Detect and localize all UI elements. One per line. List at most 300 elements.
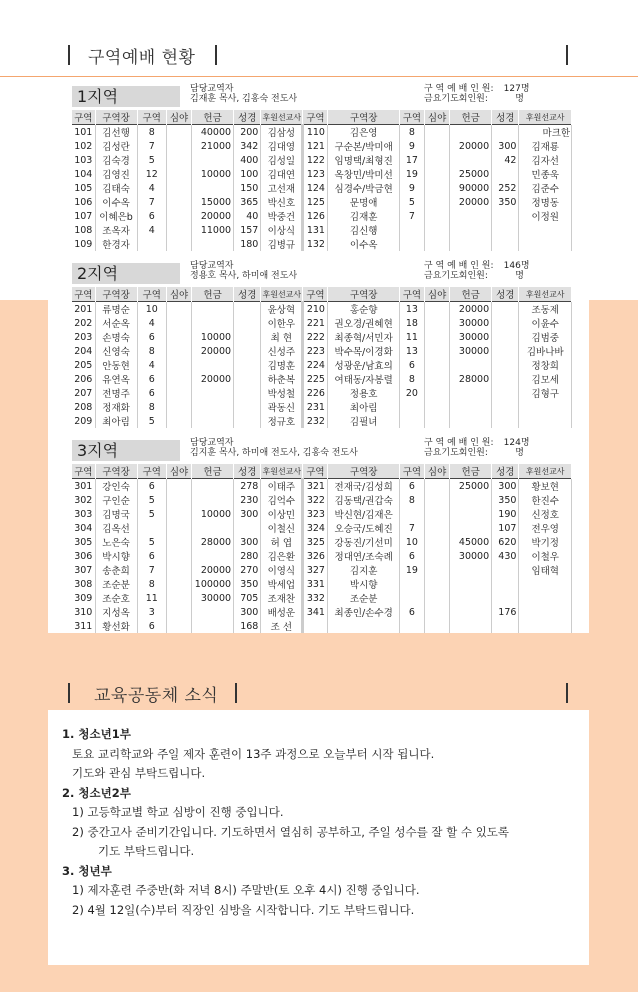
teacher-names: 김지훈 목사, 하미애 전도사, 김홍숙 전도사 [190,448,358,458]
table-cell: 7 [399,521,424,535]
table-cell: 103 [72,153,95,167]
table-cell: 8 [137,125,166,140]
table-cell: 8 [399,372,424,386]
table-cell: 30000 [192,591,234,605]
table-cell [166,223,191,237]
news-heading: 2. 청소년2부 [62,785,131,800]
table-cell: 30000 [450,344,492,358]
table-cell [519,605,572,619]
table-cell: 이윤수 [519,316,572,330]
table-cell: 270 [234,563,261,577]
table-row [72,195,572,209]
column-header: 성경 [492,110,519,125]
table-row [72,139,572,153]
column-header: 헌금 [450,287,492,302]
table-cell: 124 [303,181,328,195]
table-cell: 6 [399,358,424,372]
table-cell [166,549,191,563]
column-header: 성경 [234,287,261,302]
table-cell: 김명국 [95,507,137,521]
extra-missionary: 마크한 [542,128,570,139]
table-cell: 김옥선 [95,521,137,535]
table-cell: 203 [72,330,95,344]
region-table [72,110,572,251]
table-cell: 여태동/자봉렬 [328,372,399,386]
table-row [72,237,572,251]
table-cell [166,535,191,549]
table-cell: 6 [137,209,166,223]
table-cell: 25000 [450,167,492,181]
table-cell: 100 [234,167,261,181]
region-teacher-info [190,438,358,458]
table-cell: 321 [303,479,328,494]
table-cell: 조순호 [95,591,137,605]
table-cell: 4 [137,181,166,195]
attend-value: 127명 [503,84,530,94]
table-cell [166,209,191,223]
news-line: 토요 교리학교와 주일 제자 훈련이 13주 과정으로 오늘부터 시작 됩니다. [72,746,435,761]
table-cell: 8 [137,577,166,591]
table-cell [450,563,492,577]
table-cell: 10000 [192,167,234,181]
table-row [72,549,572,563]
region-teacher-info [190,261,297,281]
table-cell: 40 [234,209,261,223]
table-cell [192,386,234,400]
region-title: 2지역 [72,263,180,284]
table-cell: 5 [399,195,424,209]
table-cell: 박세업 [261,577,303,591]
table-cell: 126 [303,209,328,223]
column-header: 후원선교사 [261,110,303,125]
table-cell: 서순옥 [95,316,137,330]
table-cell: 최아림 [95,414,137,428]
table-row [72,414,572,428]
column-header: 성경 [492,287,519,302]
table-cell: 322 [303,493,328,507]
table-cell: 한진수 [519,493,572,507]
table-cell [492,316,519,330]
table-cell: 손명숙 [95,330,137,344]
teacher-names: 정용호 목사, 하미애 전도사 [190,271,298,281]
table-cell: 19 [399,167,424,181]
table-cell [192,302,234,317]
table-cell: 김은영 [328,125,399,140]
table-cell: 6 [399,605,424,619]
table-cell: 최종인/손수경 [328,605,399,619]
table-cell: 김재룡 [519,139,572,153]
table-cell [425,535,450,549]
prayer-value: 명 [515,94,524,104]
table-cell: 101 [72,125,95,140]
table-cell: 30000 [450,330,492,344]
table-cell: 209 [72,414,95,428]
table-cell [234,344,261,358]
table-cell [425,302,450,317]
table-cell: 20000 [192,563,234,577]
table-cell: 324 [303,521,328,535]
table-cell: 7 [137,195,166,209]
table-cell: 황선화 [95,619,137,633]
table-cell: 342 [234,139,261,153]
table-cell [234,316,261,330]
table-row [72,507,572,521]
table-cell: 430 [492,549,519,563]
section-title: 교육공동체 소식 [94,686,219,706]
table-cell: 6 [137,619,166,633]
table-cell [166,386,191,400]
table-row [72,591,572,605]
table-cell: 박수목/이경화 [328,344,399,358]
table-cell: 302 [72,493,95,507]
table-cell: 280 [234,549,261,563]
table-cell: 조순분 [95,577,137,591]
teacher-names: 김재훈 목사, 김홍숙 전도사 [190,94,298,104]
attend-value: 146명 [503,261,530,271]
table-cell: 강인숙 [95,479,137,494]
table-cell [425,237,450,251]
table-row [72,605,572,619]
table-cell [166,237,191,251]
table-cell: 210 [303,302,328,317]
table-row [72,619,572,633]
table-cell [519,577,572,591]
table-cell: 400 [234,153,261,167]
table-cell: 131 [303,223,328,237]
table-cell: 10000 [192,330,234,344]
table-cell: 김재훈 [328,209,399,223]
table-cell: 20000 [192,372,234,386]
table-cell [450,237,492,251]
table-cell [166,400,191,414]
table-cell: 민종욱 [519,167,572,181]
table-cell: 6 [399,479,424,494]
table-cell: 9 [399,139,424,153]
table-cell: 조재찬 [261,591,303,605]
table-cell [137,521,166,535]
table-cell: 13 [399,344,424,358]
table-cell [425,181,450,195]
table-cell: 303 [72,507,95,521]
table-cell [166,167,191,181]
table-cell [137,237,166,251]
table-cell: 252 [492,181,519,195]
prayer-label: 금요기도회인원: [424,448,488,458]
table-cell [166,358,191,372]
table-cell [425,414,450,428]
table-cell: 20 [399,386,424,400]
table-row [72,153,572,167]
table-cell: 유연옥 [95,372,137,386]
table-cell: 304 [72,521,95,535]
table-cell [192,400,234,414]
table-cell: 신성주 [261,344,303,358]
table-cell [450,125,492,140]
table-cell: 30000 [450,549,492,563]
table-cell: 310 [72,605,95,619]
region-table [72,464,572,633]
table-cell: 전재국/김성희 [328,479,399,494]
table-cell: 심경수/박금현 [328,181,399,195]
table-cell [192,414,234,428]
table-cell: 배성운 [261,605,303,619]
table-cell: 정창희 [519,358,572,372]
table-cell: 최 현 [261,330,303,344]
column-header: 헌금 [192,287,234,302]
table-cell [492,414,519,428]
table-cell: 121 [303,139,328,153]
table-cell: 11 [137,591,166,605]
table-cell [492,577,519,591]
table-row [72,535,572,549]
table-cell: 20000 [450,302,492,317]
table-cell [425,125,450,140]
table-cell [450,400,492,414]
table-cell: 300 [234,507,261,521]
table-cell: 김태숙 [95,181,137,195]
table-cell: 5 [137,414,166,428]
table-cell [425,344,450,358]
column-header: 구역 [72,464,95,479]
table-cell: 4 [137,223,166,237]
table-cell: 28000 [192,535,234,549]
table-cell: 옥창민/박미선 [328,167,399,181]
header-bar-right [566,45,568,65]
column-header: 후원선교사 [519,464,572,479]
table-cell: 110 [303,125,328,140]
news-line: 기도와 관심 부탁드립니다. [72,766,206,780]
column-header: 심야 [166,287,191,302]
table-cell: 232 [303,414,328,428]
prayer-label: 금요기도회인원: [424,271,488,281]
table-cell: 이태주 [261,479,303,494]
table-cell [450,153,492,167]
news-line: 1) 제자훈련 주중반(화 저녁 8시) 주말반(토 오후 4시) 진행 중입니다. [72,883,420,897]
table-cell [492,591,519,605]
table-cell: 김삼성 [261,125,303,140]
table-cell [425,605,450,619]
table-cell [192,181,234,195]
table-cell: 조동제 [519,302,572,317]
table-cell [399,400,424,414]
table-cell: 21000 [192,139,234,153]
table-cell: 김동택/권갑숙 [328,493,399,507]
table-cell [425,619,450,633]
table-cell: 6 [399,549,424,563]
table-cell: 326 [303,549,328,563]
table-cell [234,400,261,414]
table-cell [234,358,261,372]
table-cell: 7 [137,563,166,577]
table-cell [450,591,492,605]
table-cell: 104 [72,167,95,181]
table-cell: 7 [399,209,424,223]
table-cell: 송춘희 [95,563,137,577]
table-cell: 278 [234,479,261,494]
table-cell [234,302,261,317]
news-line: 1) 고등학교별 학교 심방이 진행 중입니다. [72,805,284,819]
attend-value: 124명 [503,438,530,448]
table-cell: 박중건 [261,209,303,223]
table-cell [166,605,191,619]
region-attendance [424,261,530,281]
table-cell: 류명순 [95,302,137,317]
table-cell [166,344,191,358]
column-header: 구역 [137,287,166,302]
table-cell: 11 [399,330,424,344]
table-cell: 황보현 [519,479,572,494]
table-cell [492,209,519,223]
table-cell: 107 [72,209,95,223]
table-cell: 정명동 [519,195,572,209]
table-cell: 108 [72,223,95,237]
table-cell [166,591,191,605]
table-cell: 김필녀 [328,414,399,428]
table-cell: 45000 [450,535,492,549]
table-cell: 6 [137,372,166,386]
table-cell: 221 [303,316,328,330]
table-cell: 341 [303,605,328,619]
table-cell [425,223,450,237]
table-cell [519,400,572,414]
table-cell: 25000 [450,479,492,494]
attend-label: 구 역 예 배 인 원: [424,84,494,94]
column-header: 헌금 [450,110,492,125]
teacher-label: 담당교역자 [190,438,234,448]
table-cell [399,591,424,605]
table-row [72,386,572,400]
table-cell: 327 [303,563,328,577]
table-cell [425,563,450,577]
table-cell: 17 [399,153,424,167]
table-cell: 9 [399,181,424,195]
table-cell [192,237,234,251]
table-cell: 225 [303,372,328,386]
table-cell: 150 [234,181,261,195]
table-cell: 122 [303,153,328,167]
table-cell [450,577,492,591]
table-cell: 정규호 [261,414,303,428]
table-cell [492,167,519,181]
table-cell: 하춘복 [261,372,303,386]
table-cell: 임태혁 [519,563,572,577]
table-cell: 207 [72,386,95,400]
column-header: 구역 [303,110,328,125]
table-cell: 권오경/권혜현 [328,316,399,330]
table-cell: 168 [234,619,261,633]
table-cell: 190 [492,507,519,521]
table-cell [192,358,234,372]
table-cell: 300 [234,535,261,549]
table-cell [492,302,519,317]
table-cell: 5 [137,153,166,167]
table-cell [166,577,191,591]
table-cell: 김병규 [261,237,303,251]
table-cell [399,619,424,633]
table-cell: 40000 [192,125,234,140]
attend-label: 구 역 예 배 인 원: [424,261,494,271]
table-cell: 이한우 [261,316,303,330]
table-row [72,577,572,591]
table-cell: 김억수 [261,493,303,507]
table-cell [450,507,492,521]
table-cell [450,521,492,535]
table-cell [425,521,450,535]
table-cell: 20000 [192,344,234,358]
table-cell [192,493,234,507]
table-cell: 이철신 [261,521,303,535]
table-cell: 홍순향 [328,302,399,317]
table-cell: 231 [303,400,328,414]
table-cell [166,181,191,195]
table-cell: 15000 [192,195,234,209]
table-cell: 20000 [450,139,492,153]
column-header: 구역장 [328,110,399,125]
table-cell: 157 [234,223,261,237]
table-cell: 10 [399,535,424,549]
table-cell [166,507,191,521]
column-header: 구역 [399,464,424,479]
table-cell: 301 [72,479,95,494]
table-cell: 김바나바 [519,344,572,358]
table-cell [519,619,572,633]
table-cell: 김모세 [519,372,572,386]
table-cell [425,139,450,153]
table-cell: 4 [137,316,166,330]
table-cell [303,619,328,633]
table-cell: 정대연/조숙례 [328,549,399,563]
column-header: 후원선교사 [519,110,572,125]
table-cell [166,493,191,507]
table-cell: 300 [492,139,519,153]
header-bar-right [566,683,568,703]
table-cell: 350 [492,195,519,209]
table-cell [425,316,450,330]
table-cell: 12 [137,167,166,181]
table-cell: 20000 [450,195,492,209]
table-cell: 8 [137,344,166,358]
header-bar-mid [235,683,237,703]
table-cell [492,372,519,386]
table-cell [192,316,234,330]
table-cell: 김자선 [519,153,572,167]
news-heading: 3. 청년부 [62,863,112,878]
column-header: 심야 [425,287,450,302]
table-cell [166,330,191,344]
table-cell: 6 [137,479,166,494]
table-cell: 42 [492,153,519,167]
table-cell: 300 [234,605,261,619]
table-cell: 4 [137,358,166,372]
table-cell [166,302,191,317]
table-cell [425,330,450,344]
region-attendance [424,438,530,458]
region-title: 1지역 [72,86,180,107]
table-cell [450,414,492,428]
table-cell: 김성일 [261,153,303,167]
section-title: 구역예배 현황 [88,48,196,68]
table-cell: 이혜은b [95,209,137,223]
table-cell: 성광운/남효의 [328,358,399,372]
prayer-label: 금요기도회인원: [424,94,488,104]
table-cell [425,577,450,591]
table-cell [425,479,450,494]
table-cell: 김선행 [95,125,137,140]
table-cell: 5 [137,507,166,521]
teacher-label: 담당교역자 [190,261,234,271]
table-cell: 100000 [192,577,234,591]
table-cell [450,386,492,400]
